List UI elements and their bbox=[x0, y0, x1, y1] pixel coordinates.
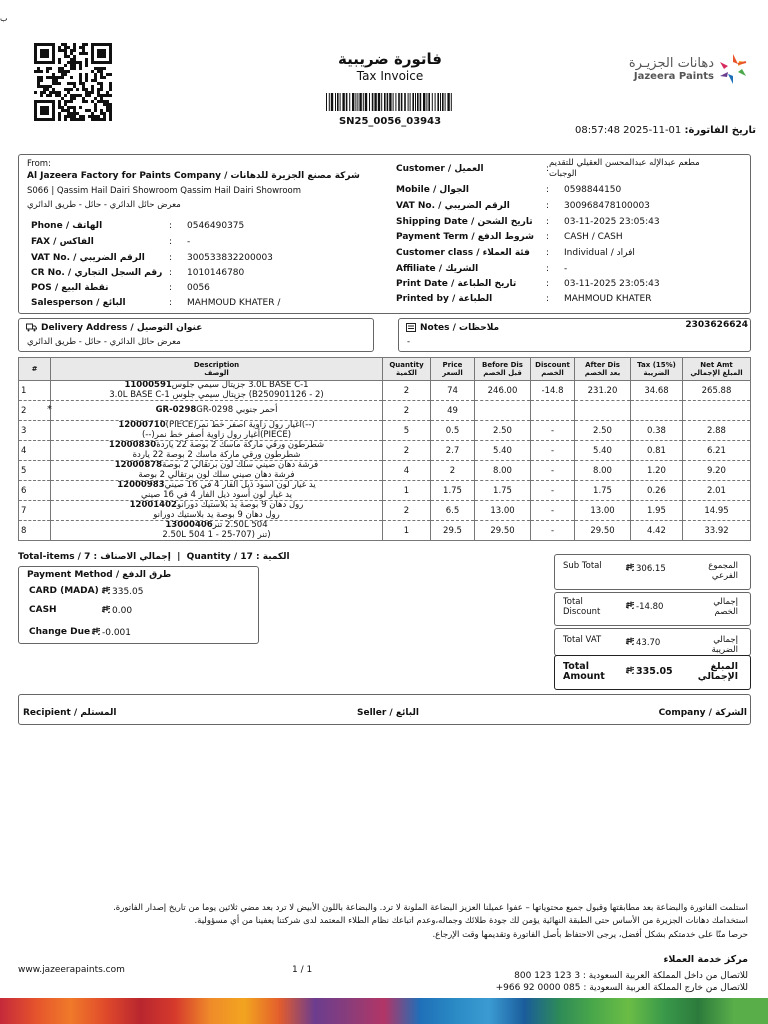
change-due-amount bbox=[91, 627, 131, 638]
payment-cash-amount bbox=[101, 605, 132, 616]
price-cell: 2.7 bbox=[431, 441, 475, 461]
total-items-label: Total-items / إجمالي الاصناف bbox=[18, 552, 171, 562]
from-field-value: 300533832200003 bbox=[187, 253, 273, 263]
qty-cell: 2 bbox=[383, 441, 431, 461]
riyal-icon bbox=[625, 666, 636, 677]
customer-field-colon: : bbox=[546, 248, 550, 258]
net-cell: 33.92 bbox=[683, 521, 751, 541]
customer-field-label: Customer class / فئة العملاء bbox=[396, 248, 530, 258]
tax-cell: 1.95 bbox=[631, 501, 683, 521]
tax-cell: 0.81 bbox=[631, 441, 683, 461]
item-desc-line1: يد غيار لون أسود ذيل الفار 4 في 16 صيني bbox=[164, 480, 316, 490]
item-desc-line2: يد غيار لون أسود ذيل الفار 4 في 16 صيني bbox=[140, 489, 293, 500]
after-cell: 13.00 bbox=[575, 501, 631, 521]
customer-field-value: 03-11-2025 23:05:43 bbox=[564, 217, 660, 227]
customer-field-value: - bbox=[564, 264, 568, 274]
column-header-en: Price bbox=[442, 361, 463, 369]
row-number: 3 bbox=[21, 425, 27, 436]
total-amount bbox=[625, 637, 660, 648]
payment-cash-value: 0.00 bbox=[112, 606, 133, 616]
total-items-value: 7 bbox=[84, 552, 91, 562]
quantity-label: Quantity / الكمية bbox=[186, 552, 290, 562]
column-header-ar: السعر bbox=[442, 369, 463, 377]
logo-text-en: Jazeera Paints bbox=[633, 71, 714, 82]
riyal-icon bbox=[625, 602, 636, 612]
disc-cell: - bbox=[531, 521, 575, 541]
price-cell: 1.75 bbox=[431, 481, 475, 501]
qty-cell: 2 bbox=[383, 501, 431, 521]
description-cell bbox=[51, 521, 383, 541]
net-cell bbox=[683, 401, 751, 421]
table-row bbox=[19, 461, 751, 481]
before-cell: 13.00 bbox=[475, 501, 531, 521]
payment-method-box bbox=[18, 566, 259, 644]
stray-mark: ب bbox=[0, 14, 8, 23]
total-label-en: Total Amount bbox=[563, 661, 605, 682]
row-number: 6 bbox=[21, 485, 27, 496]
item-code: 12001402 bbox=[129, 500, 177, 510]
column-header-en: Net Amt bbox=[700, 361, 733, 369]
change-due-value: -0.001 bbox=[102, 628, 132, 638]
price-cell: 29.5 bbox=[431, 521, 475, 541]
tax-cell: 1.20 bbox=[631, 461, 683, 481]
price-cell: 2 bbox=[431, 461, 475, 481]
invoice-date-value: 01-11-2025 08:57:48 bbox=[575, 125, 682, 136]
total-label-en: Total VAT bbox=[563, 635, 602, 645]
column-header bbox=[631, 358, 683, 381]
customer-field-colon: : bbox=[546, 279, 550, 289]
total-label-en: Sub Total bbox=[563, 561, 602, 571]
item-code: 12000710 bbox=[118, 420, 166, 430]
column-header bbox=[19, 358, 51, 381]
table-row bbox=[19, 521, 751, 541]
column-header bbox=[51, 358, 383, 381]
after-cell bbox=[575, 401, 631, 421]
company-label: Company / الشركة bbox=[658, 708, 747, 718]
delivery-box bbox=[18, 318, 374, 352]
total-value: -14.80 bbox=[636, 602, 664, 612]
payment-card-label: CARD (MADA) bbox=[29, 586, 99, 596]
jazeera-logo-icon bbox=[718, 52, 748, 86]
after-cell: 231.20 bbox=[575, 381, 631, 401]
customer-field-label: Mobile / الجوال bbox=[396, 185, 469, 195]
qty-cell: 5 bbox=[383, 421, 431, 441]
row-number-cell bbox=[19, 501, 51, 521]
items-table bbox=[18, 357, 751, 541]
truck-icon bbox=[26, 323, 37, 332]
invoice-title-ar: فاتورة ضريبية bbox=[337, 50, 442, 68]
table-body bbox=[19, 381, 751, 541]
tax-cell: 34.68 bbox=[631, 381, 683, 401]
invoice-date bbox=[575, 125, 756, 136]
customer-field-value: 0598844150 bbox=[564, 185, 622, 195]
row-number: 5 bbox=[21, 465, 27, 476]
customer-field-value: MAHMOUD KHATER bbox=[564, 294, 652, 304]
qr-code bbox=[34, 43, 112, 121]
item-counts: Total-items / إجمالي الاصناف : 7 | Quantity / الكمية : 17 bbox=[18, 552, 290, 562]
disc-cell bbox=[531, 401, 575, 421]
column-header-ar: الكمية bbox=[396, 369, 417, 377]
from-field-value: 0056 bbox=[187, 283, 210, 293]
tax-cell: 0.26 bbox=[631, 481, 683, 501]
customer-field-label: Payment Term / شروط الدفع bbox=[396, 232, 534, 242]
column-header-en: Before Dis bbox=[482, 361, 523, 369]
customer-field-value: 300968478100003 bbox=[564, 201, 650, 211]
terms-line-1: استلمت الفاتورة والبضاعة بعد مطابقتها وقبول جميع محتوياتها – عفوا عميلنا العزيز البضاعة الملونة لا ترد. والبضاعة باللون الأبيض لا ترد بعد مضي ثلاثين يوما من تاريخ إصدار الفاتورة. bbox=[113, 903, 748, 913]
description-cell bbox=[51, 501, 383, 521]
description-cell bbox=[51, 381, 383, 401]
customer-field-colon: : bbox=[546, 201, 550, 211]
from-field-colon: : bbox=[169, 237, 173, 247]
customer-field-colon: : bbox=[546, 294, 550, 304]
tax-cell: 0.38 bbox=[631, 421, 683, 441]
delivery-address: معرض حائل الدائري - حائل - طريق الدائري bbox=[27, 337, 181, 347]
column-header-ar: الوصف bbox=[204, 369, 229, 377]
item-code: 12000830 bbox=[108, 440, 157, 450]
total-amount bbox=[625, 666, 673, 677]
payment-card-amount bbox=[101, 586, 144, 597]
row-number-cell bbox=[19, 401, 51, 421]
from-field-colon: : bbox=[169, 221, 173, 231]
item-code: 12000983 bbox=[117, 480, 165, 490]
total-box bbox=[554, 655, 751, 690]
delivery-label: Delivery Address / عنوان التوصيل bbox=[41, 323, 203, 333]
total-label-en: Total Discount bbox=[563, 597, 601, 617]
row-number-cell bbox=[19, 381, 51, 401]
qty-cell: 2 bbox=[383, 401, 431, 421]
from-field-value: 1010146780 bbox=[187, 268, 245, 278]
column-header-en: # bbox=[31, 365, 38, 373]
table-row bbox=[19, 401, 751, 421]
column-header-en: Discount bbox=[535, 361, 570, 369]
price-cell: 6.5 bbox=[431, 501, 475, 521]
customer-field-label: Print Date / تاريخ الطباعة bbox=[396, 279, 517, 289]
item-desc-line1: 2.50L 504 تنر bbox=[212, 520, 268, 530]
customer-field-colon: : bbox=[546, 164, 550, 174]
customer-field-label: VAT No. / الرقم الضريبي bbox=[396, 201, 510, 211]
total-label-ar: إجمالي الضريبة bbox=[711, 635, 738, 655]
column-header bbox=[683, 358, 751, 381]
riyal-icon bbox=[101, 587, 112, 597]
disc-cell: - bbox=[531, 421, 575, 441]
customer-field-value: CASH / CASH bbox=[564, 232, 623, 242]
payment-cash-label: CASH bbox=[29, 605, 57, 615]
from-field-label: POS / نقطة البيع bbox=[31, 283, 109, 293]
total-value: 335.05 bbox=[636, 666, 673, 677]
change-due-label: Change Due bbox=[29, 627, 91, 637]
row-number-cell bbox=[19, 481, 51, 501]
from-field-label: Salesperson / البائع bbox=[31, 298, 126, 308]
total-label-ar: إجمالي الخصم bbox=[713, 597, 738, 617]
item-desc-line1: شطرطون ورقي ماركة ماسك 2 بوصة 22 ياردة bbox=[156, 440, 325, 450]
item-code: 11000591 bbox=[124, 380, 172, 390]
row-number-cell bbox=[19, 521, 51, 541]
before-cell: 246.00 bbox=[475, 381, 531, 401]
from-field-label: VAT No. / الرقم الضريبي bbox=[31, 253, 145, 263]
column-header-ar: المبلغ الإجمالي bbox=[690, 369, 743, 377]
from-field-value: - bbox=[187, 237, 191, 247]
phone-inside: للاتصال من داخل المملكة العربية السعودية : 3 123 123 800 bbox=[514, 971, 748, 981]
row-number: 2 bbox=[21, 405, 27, 416]
item-desc-line2: فرشة دهان صيني سلك لون برتقالي 2 بوصة bbox=[138, 469, 295, 480]
riyal-icon bbox=[625, 638, 636, 648]
payment-card-value: 335.05 bbox=[112, 587, 144, 597]
brand-color-strip bbox=[0, 998, 768, 1024]
tax-cell: 4.42 bbox=[631, 521, 683, 541]
payment-title: Payment Method / طرق الدفع bbox=[27, 570, 172, 580]
total-amount bbox=[625, 563, 666, 574]
table-row bbox=[19, 481, 751, 501]
description-cell bbox=[51, 401, 383, 421]
description-cell bbox=[51, 441, 383, 461]
company-logo bbox=[618, 50, 748, 90]
column-header-ar: الضريبة bbox=[643, 369, 670, 377]
from-field-value: 0546490375 bbox=[187, 221, 245, 231]
table-header-row bbox=[19, 358, 751, 381]
from-field-value: MAHMOUD KHATER / bbox=[187, 298, 281, 308]
recipient-label: Recipient / المستلم bbox=[23, 708, 117, 718]
item-desc-line1: فرشة دهان صيني سلك لون برتقالي 2 بوصة bbox=[162, 460, 319, 470]
website-link[interactable]: www.jazeerapaints.com bbox=[18, 965, 125, 975]
disc-cell: - bbox=[531, 481, 575, 501]
customer-field-label: Shipping Date / تاريخ الشحن bbox=[396, 217, 533, 227]
item-desc-line1: (--)أغيار رول زاوية أصفر خط نمر(PIECE) bbox=[165, 420, 315, 430]
after-cell: 1.75 bbox=[575, 481, 631, 501]
before-cell: 1.75 bbox=[475, 481, 531, 501]
disc-cell: - bbox=[531, 441, 575, 461]
total-amount bbox=[625, 601, 663, 612]
seller-label: Seller / البائع bbox=[357, 708, 419, 718]
disc-cell: - bbox=[531, 501, 575, 521]
from-showroom: S066 | Qassim Hail Dairi Showroom Qassim Hail Dairi Showroom bbox=[27, 186, 302, 196]
row-number-cell bbox=[19, 461, 51, 481]
table-row bbox=[19, 381, 751, 401]
customer-field-colon: : bbox=[546, 185, 550, 195]
customer-field-value: مطعم عبدالإله عبدالمحسن العقيلي للتقديم الوجبات bbox=[549, 158, 700, 179]
total-value: 306.15 bbox=[636, 564, 666, 574]
terms-line-2: استخدامك دهانات الجزيرة من الأساس حتى الطبقة النهائية يؤمن لك جودة طلائك وجماله،وعدم اتباعك نظام الطلاء المعتمد لدى شركتنا يعفينا من أي مسؤولية. bbox=[194, 916, 748, 926]
column-header bbox=[431, 358, 475, 381]
item-desc-line2: شطرطون ورقي ماركة ماسك 2 بوصة 22 ياردة bbox=[132, 449, 301, 460]
item-code: 12000878 bbox=[114, 460, 163, 470]
price-cell: 74 bbox=[431, 381, 475, 401]
row-number: 1 bbox=[21, 385, 27, 396]
price-cell: 49 bbox=[431, 401, 475, 421]
customer-field-value: Individual / افراد bbox=[564, 248, 635, 258]
riyal-icon bbox=[91, 628, 102, 638]
description-cell bbox=[51, 421, 383, 441]
net-cell: 6.21 bbox=[683, 441, 751, 461]
signatures-box bbox=[18, 694, 751, 725]
before-cell bbox=[475, 401, 531, 421]
qty-cell: 1 bbox=[383, 521, 431, 541]
from-field-colon: : bbox=[169, 268, 173, 278]
column-header-en: After Dis bbox=[585, 361, 620, 369]
item-desc-line1: 3.0L BASE C-1 جزيتال سيمي جلوس bbox=[171, 380, 309, 390]
before-cell: 2.50 bbox=[475, 421, 531, 441]
item-code: 13000406 bbox=[165, 520, 213, 530]
row-number-cell bbox=[19, 421, 51, 441]
column-header bbox=[475, 358, 531, 381]
net-cell: 14.95 bbox=[683, 501, 751, 521]
from-company: Al Jazeera Factory for Paints Company / شركة مصنع الجزيرة للدهانات bbox=[27, 171, 360, 181]
item-desc-line1: أحمر جنوبي GR-0298 bbox=[196, 404, 278, 415]
riyal-icon bbox=[101, 606, 112, 616]
description-cell bbox=[51, 481, 383, 501]
logo-text-ar: دهانات الجزيـرة bbox=[628, 56, 714, 71]
row-mark: * bbox=[47, 404, 52, 415]
after-cell: 29.50 bbox=[575, 521, 631, 541]
from-field-label: Phone / الهاتف bbox=[31, 221, 103, 231]
after-cell: 5.40 bbox=[575, 441, 631, 461]
item-desc-line2: 3.0L BASE C-1 جزيتال سيمي جلوس (B250901126 - 2) bbox=[109, 389, 324, 400]
tax-cell bbox=[631, 401, 683, 421]
page-number: 1 / 1 bbox=[292, 965, 313, 975]
description-cell bbox=[51, 461, 383, 481]
table-row bbox=[19, 501, 751, 521]
before-cell: 5.40 bbox=[475, 441, 531, 461]
table-row bbox=[19, 441, 751, 461]
qty-cell: 4 bbox=[383, 461, 431, 481]
terms-line-3: حرصا منّا على خدمتكم بشكل أفضل، يرجى الاحتفاظ بأصل الفاتورة وتقديمها وقت الإرجاع. bbox=[432, 930, 748, 940]
item-desc-line2: 2.50L 504 1 - 25-707) تنر) bbox=[162, 529, 271, 540]
service-title: مركز خدمة العملاء bbox=[663, 954, 748, 965]
from-field-colon: : bbox=[169, 253, 173, 263]
column-header-ar: بعد الخصم bbox=[584, 369, 621, 377]
before-cell: 29.50 bbox=[475, 521, 531, 541]
note-icon bbox=[406, 323, 416, 332]
qty-cell: 1 bbox=[383, 481, 431, 501]
invoice-date-label: تاريخ الفاتورة: bbox=[684, 125, 756, 136]
notes-label: Notes / ملاحظات bbox=[420, 323, 500, 333]
total-label-ar: المجموع الفرعي bbox=[708, 561, 738, 581]
from-field-label: FAX / الفاكس bbox=[31, 237, 94, 247]
total-box bbox=[554, 554, 751, 590]
notes-number: 2303626624 bbox=[685, 320, 748, 330]
column-header-ar: الخصم bbox=[541, 369, 564, 377]
riyal-icon bbox=[625, 564, 636, 574]
notes-value: - bbox=[407, 337, 411, 347]
column-header bbox=[575, 358, 631, 381]
column-header-ar: قبل الخصم bbox=[483, 369, 522, 377]
disc-cell: -14.8 bbox=[531, 381, 575, 401]
table-row bbox=[19, 421, 751, 441]
phone-outside: للاتصال من خارج المملكة العربية السعودية : 085 0000 92 966+ bbox=[495, 983, 748, 993]
row-number-cell bbox=[19, 441, 51, 461]
total-box bbox=[554, 628, 751, 656]
item-desc-line2: (--)أغيار رول زاوية أصفر خط نمر(PIECE) bbox=[141, 429, 292, 440]
total-label-ar: المبلغ الإجمالي bbox=[697, 661, 738, 682]
net-cell: 265.88 bbox=[683, 381, 751, 401]
item-code: GR-0298 bbox=[155, 404, 197, 415]
item-desc-line1: رول دهان 9 بوصة يد بلاستيك دورانو bbox=[176, 500, 304, 510]
row-number: 8 bbox=[21, 525, 27, 536]
quantity-value: 17 bbox=[240, 552, 253, 562]
customer-field-colon: : bbox=[546, 217, 550, 227]
price-cell: 0.5 bbox=[431, 421, 475, 441]
column-header-en: Description bbox=[193, 361, 240, 369]
customer-field-value: 03-11-2025 23:05:43 bbox=[564, 279, 660, 289]
customer-field-colon: : bbox=[546, 232, 550, 242]
net-cell: 2.01 bbox=[683, 481, 751, 501]
after-cell: 8.00 bbox=[575, 461, 631, 481]
before-cell: 8.00 bbox=[475, 461, 531, 481]
from-field-colon: : bbox=[169, 283, 173, 293]
disc-cell: - bbox=[531, 461, 575, 481]
column-header-en: Tax (15%) bbox=[637, 361, 676, 369]
customer-field-label: Affiliate / الشريك bbox=[396, 264, 479, 274]
qty-cell: 2 bbox=[383, 381, 431, 401]
notes-box bbox=[398, 318, 751, 352]
column-header bbox=[531, 358, 575, 381]
from-label: From: bbox=[27, 159, 51, 169]
row-number: 4 bbox=[21, 445, 27, 456]
row-number: 7 bbox=[21, 505, 27, 516]
customer-field-label: Printed by / الطباعة bbox=[396, 294, 493, 304]
item-desc-line2: رول دهان 9 بوصة يد بلاستيك دورانو bbox=[153, 509, 280, 520]
from-field-colon: : bbox=[169, 298, 173, 308]
column-header-en: Quantity bbox=[389, 361, 424, 369]
from-address: معرض حائل الدائري - حائل - طريق الدائري bbox=[27, 200, 181, 210]
party-details-box bbox=[18, 154, 751, 314]
total-box bbox=[554, 592, 751, 626]
customer-field-label: Customer / العميل bbox=[396, 164, 484, 174]
total-value: 43.70 bbox=[636, 638, 661, 648]
customer-field-colon: : bbox=[546, 264, 550, 274]
invoice-title-en: Tax Invoice bbox=[356, 69, 424, 83]
invoice-serial: SN25_0056_03943 bbox=[338, 116, 442, 127]
invoice-barcode bbox=[326, 93, 454, 111]
net-cell: 9.20 bbox=[683, 461, 751, 481]
net-cell: 2.88 bbox=[683, 421, 751, 441]
after-cell: 2.50 bbox=[575, 421, 631, 441]
column-header bbox=[383, 358, 431, 381]
from-field-label: CR No. / رقم السجل التجاري bbox=[31, 268, 163, 278]
